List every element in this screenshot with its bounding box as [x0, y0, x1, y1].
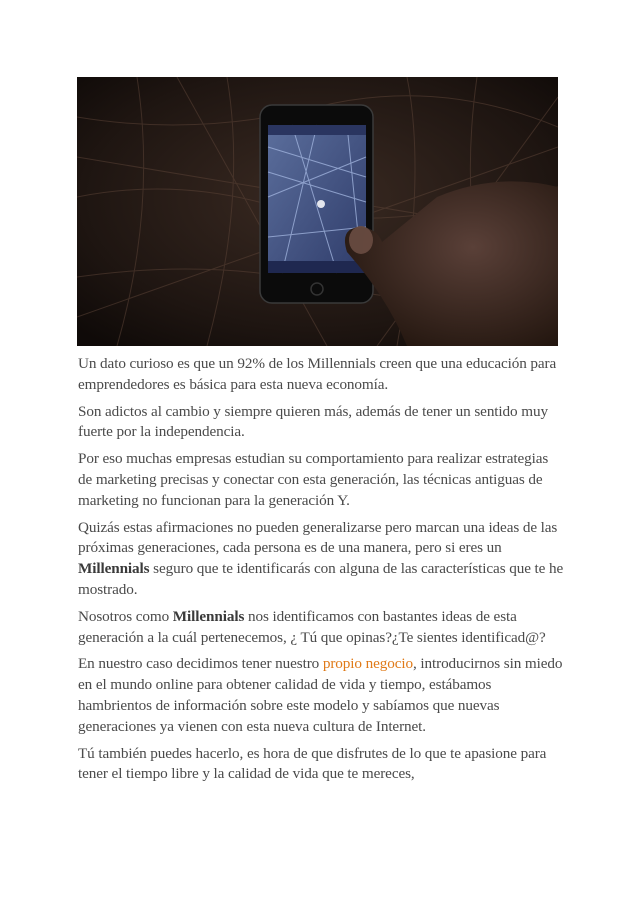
paragraph-5-text-a: Nosotros como	[78, 607, 173, 625]
paragraph-6	[78, 654, 564, 737]
paragraph-4-text-a: Quizás estas afirmaciones no pueden generalizarse pero marcan una ideas de las próximas generaciones, cada persona es de una manera, pero si eres un	[78, 518, 558, 557]
millennials-bold: Millennials	[78, 560, 150, 578]
paragraph-1: Un dato curioso es que un 92% de los Millennials creen que una educación para emprendedores es básica para esta nueva economía.	[78, 355, 557, 393]
paragraph-6-text-b: , introducirnos sin miedo en el mundo online para obtener calidad de vida y tiempo, estábamos hambrientos de información sobre este modelo y sabíamos que nuevas generaciones ya vienen con esta nueva cultura de Internet.	[78, 655, 563, 735]
phone-map-illustration	[77, 77, 558, 346]
paragraph-4	[78, 518, 564, 601]
paragraph-2: Son adictos al cambio y siempre quieren más, además de tener un sentido muy fuerte por la independencia.	[78, 402, 548, 441]
paragraph-6-text-a: En nuestro caso decidimos tener nuestro	[78, 655, 323, 673]
millennials-bold: Millennials	[172, 607, 245, 625]
smartphone-icon	[260, 105, 373, 303]
paragraph-3: Por eso muchas empresas estudian su comportamiento para realizar estrategias de marketing precisas y conectar con esta generación, las técnicas antiguas de marketing no funcionan para la generación Y.	[78, 450, 549, 509]
paragraph-7: Tú también puedes hacerlo, es hora de que disfrutes de lo que te apasione para tener el tiempo libre y la calidad de vida que te mereces,	[78, 744, 547, 783]
propio-negocio-link[interactable]: propio negocio	[322, 655, 413, 673]
paragraph-5	[78, 607, 564, 649]
paragraph-5-text-b: nos identificamos con bastantes ideas de esta generación a la cuál pertenecemos, ¿ Tú que opinas?¿Te sientes identificad@?	[78, 607, 546, 646]
paragraph-4-text-b: seguro que te identificarás con alguna de las características que te he mostrado.	[78, 560, 564, 598]
article-body	[78, 354, 564, 791]
hero-photo	[77, 77, 558, 346]
